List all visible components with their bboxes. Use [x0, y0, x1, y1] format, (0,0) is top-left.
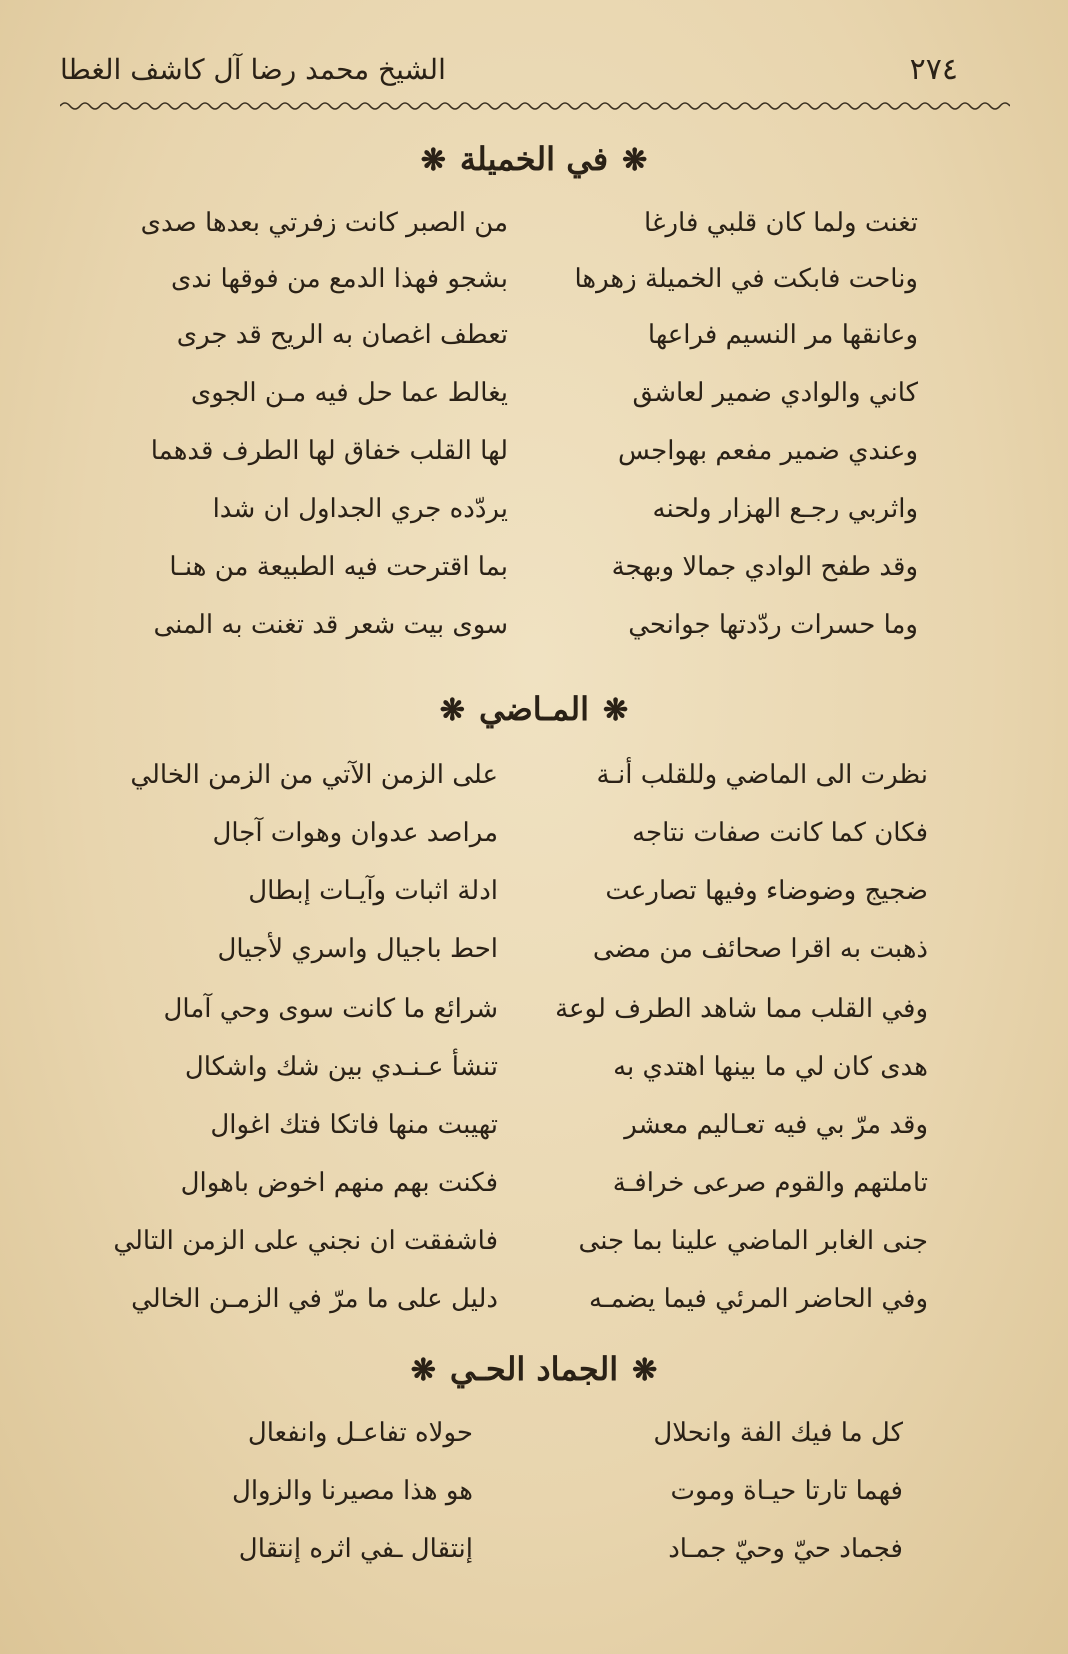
verse-line [0, 818, 1068, 868]
first-hemistich: جنى الغابر الماضي علينا بما جنى [578, 1226, 928, 1256]
section-title-2 [0, 690, 1068, 728]
second-hemistich: بشجو فهذا الدمع من فوقها ندى [171, 264, 508, 294]
first-hemistich: وفي القلب مما شاهد الطرف لوعة [555, 994, 928, 1024]
first-hemistich: تغنت ولما كان قلبي فارغا [643, 208, 918, 238]
second-hemistich: هو هذا مصيرنا والزوال [231, 1476, 473, 1506]
first-hemistich: واثربي رجـع الهزار ولحنه [652, 494, 918, 524]
verse-line [0, 494, 1068, 544]
second-hemistich: تنشأ عـنـدي بين شك واشكال [184, 1052, 498, 1082]
first-hemistich: كاني والوادي ضمير لعاشق [632, 378, 918, 408]
header-wavy-rule [60, 98, 1010, 114]
verse-line [0, 994, 1068, 1044]
verse-line [0, 208, 1068, 258]
verse-line [0, 1052, 1068, 1102]
star-ornament-icon: ❋ [439, 693, 465, 728]
section-title-text: في الخميلة [459, 140, 609, 178]
second-hemistich: شرائع ما كانت سوى وحي آمال [163, 994, 498, 1024]
first-hemistich: وقد طفح الوادي جمالا وبهجة [611, 552, 918, 582]
section-title-text: الجماد الحـي [449, 1350, 619, 1388]
star-ornament-icon: ❋ [410, 1353, 436, 1388]
verse-line [0, 320, 1068, 370]
verse-line [0, 934, 1068, 984]
first-hemistich: نظرت الى الماضي وللقلب أنـة [596, 760, 928, 790]
second-hemistich: لها القلب خفاق لها الطرف قدهما [150, 436, 508, 466]
second-hemistich: بما اقترحت فيه الطبيعة من هنـا [169, 552, 508, 582]
first-hemistich: تاملتهم والقوم صرعى خرافـة [612, 1168, 928, 1198]
first-hemistich: وعانقها مر النسيم فراعها [647, 320, 918, 350]
first-hemistich: فجماد حيّ وحيّ جمـاد [668, 1534, 903, 1564]
first-hemistich: وناحت فابكت في الخميلة زهرها [574, 264, 918, 294]
second-hemistich: تهيبت منها فاتكا فتك اغوال [210, 1110, 498, 1140]
second-hemistich: سوى بيت شعر قد تغنت به المنى [153, 610, 508, 640]
first-hemistich: هدى كان لي ما بينها اهتدي به [613, 1052, 928, 1082]
second-hemistich: يردّده جري الجداول ان شدا [212, 494, 508, 524]
page-header [60, 44, 958, 94]
second-hemistich: يغالط عما حل فيه مـن الجوى [190, 378, 508, 408]
first-hemistich: فهما تارتا حيـاة وموت [670, 1476, 903, 1506]
first-hemistich: وعندي ضمير مفعم بهواجس [617, 436, 918, 466]
verse-line [0, 378, 1068, 428]
page-number: ٢٧٤ [909, 51, 958, 87]
first-hemistich: فكان كما كانت صفات نتاجه [632, 818, 928, 848]
verse-line [0, 1418, 1068, 1468]
second-hemistich: تعطف اغصان به الريح قد جرى [176, 320, 508, 350]
section-title-text: المـاضي [478, 690, 590, 728]
second-hemistich: احط باجيال واسري لأجيال [217, 934, 498, 964]
star-ornament-icon: ❋ [420, 143, 446, 178]
second-hemistich: إنتقال ـفي اثره إنتقال [238, 1534, 473, 1564]
verse-line [0, 1110, 1068, 1160]
verse-line [0, 1476, 1068, 1526]
first-hemistich: كل ما فيك الفة وانحلال [653, 1418, 903, 1448]
star-ornament-icon: ❋ [603, 693, 629, 728]
verse-line [0, 876, 1068, 926]
first-hemistich: وقد مرّ بي فيه تعـاليم معشر [624, 1110, 928, 1140]
second-hemistich: فاشفقت ان نجني على الزمن التالي [113, 1226, 498, 1256]
verse-line [0, 264, 1068, 314]
verse-line [0, 1226, 1068, 1276]
verse-line [0, 1168, 1068, 1218]
second-hemistich: من الصبر كانت زفرتي بعدها صدى [140, 208, 508, 238]
running-title: الشيخ محمد رضا آل كاشف الغطا [60, 52, 446, 86]
second-hemistich: مراصد عدوان وهوات آجال [212, 818, 498, 848]
second-hemistich: على الزمن الآتي من الزمن الخالي [130, 760, 498, 790]
verse-line [0, 436, 1068, 486]
star-ornament-icon: ❋ [632, 1353, 658, 1388]
second-hemistich: حولاه تفاعـل وانفعال [247, 1418, 473, 1448]
verse-line [0, 760, 1068, 810]
second-hemistich: فكنت بهم منهم اخوض باهوال [180, 1168, 498, 1198]
second-hemistich: دليل على ما مرّ في الزمـن الخالي [131, 1284, 498, 1314]
verse-line [0, 1534, 1068, 1584]
verse-line [0, 610, 1068, 660]
star-ornament-icon: ❋ [622, 143, 648, 178]
first-hemistich: وما حسرات ردّدتها جوانحي [628, 610, 918, 640]
second-hemistich: ادلة اثبات وآيـات إبطال [248, 876, 498, 906]
first-hemistich: ضجيج وضوضاء وفيها تصارعت [605, 876, 928, 906]
verse-line [0, 1284, 1068, 1334]
first-hemistich: ذهبت به اقرا صحائف من مضى [592, 934, 928, 964]
section-title-1 [0, 140, 1068, 178]
section-title-3 [0, 1350, 1068, 1388]
first-hemistich: وفي الحاضر المرئي فيما يضمـه [588, 1284, 928, 1314]
verse-line [0, 552, 1068, 602]
